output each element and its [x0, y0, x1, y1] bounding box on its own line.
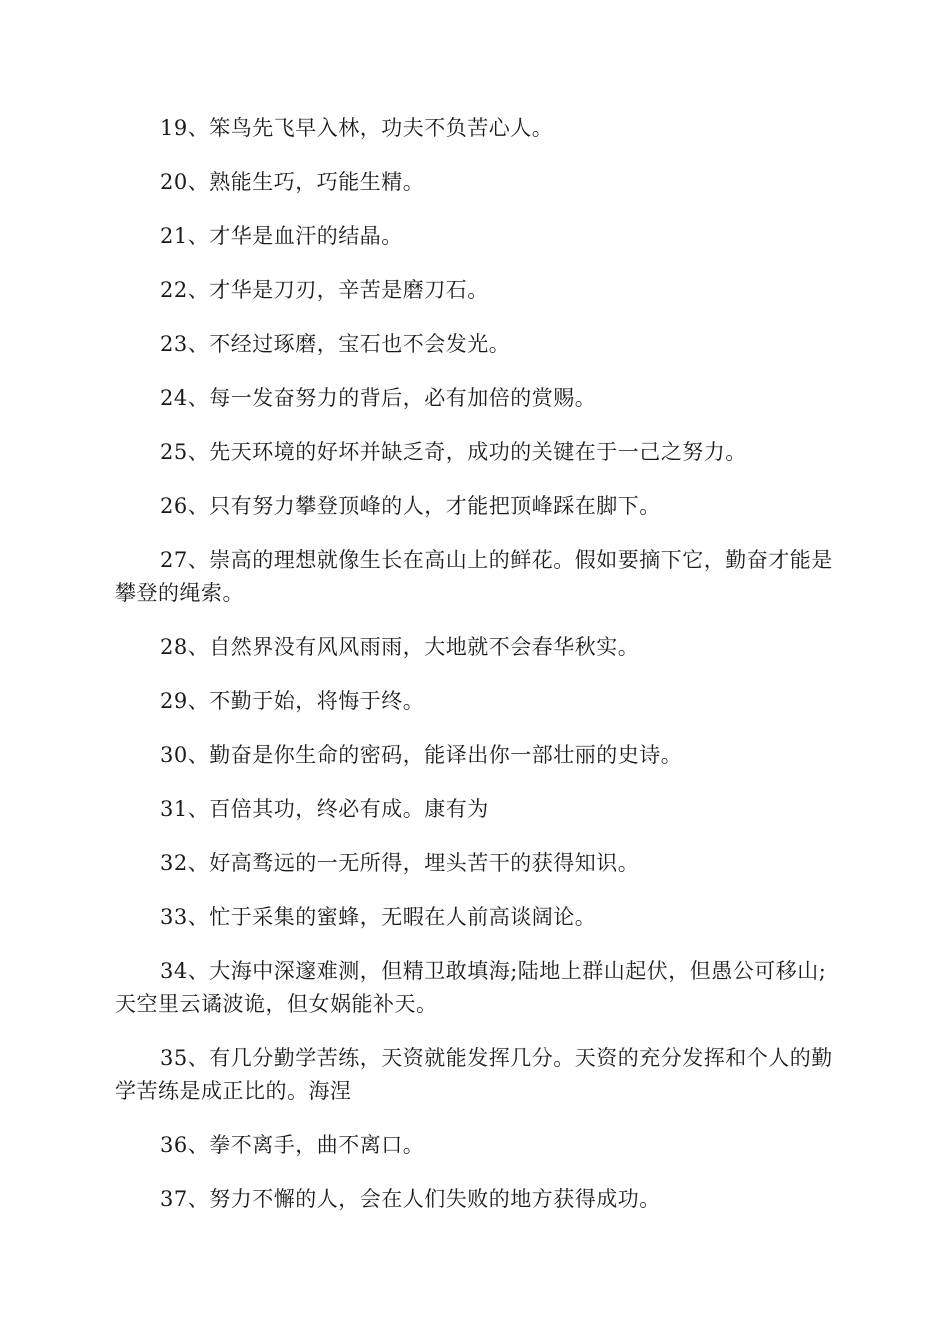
document-body — [115, 112, 835, 1237]
paragraph: 27、崇高的理想就像生长在高山上的鲜花。假如要摘下它，勤奋才能是攀登的绳索。 — [115, 548, 833, 605]
paragraph: 20、熟能生巧，巧能生精。 — [160, 170, 425, 194]
paragraph: 31、百倍其功，终必有成。康有为 — [160, 797, 489, 821]
paragraph: 28、自然界没有风风雨雨，大地就不会春华秋实。 — [160, 635, 640, 659]
paragraph: 21、才华是血汗的结晶。 — [160, 224, 403, 248]
paragraph: 25、先天环境的好坏并缺乏奇，成功的关键在于一己之努力。 — [160, 440, 747, 464]
paragraph: 34、大海中深邃难测，但精卫敢填海;陆地上群山起伏，但愚公可移山;天空里云谲波诡，但女娲能补天。 — [115, 959, 827, 1016]
paragraph: 33、忙于采集的蜜蜂，无暇在人前高谈阔论。 — [160, 905, 597, 929]
paragraph: 37、努力不懈的人，会在人们失败的地方获得成功。 — [160, 1187, 661, 1211]
paragraph: 35、有几分勤学苦练，天资就能发挥几分。天资的充分发挥和个人的勤学苦练是成正比的。海涅 — [115, 1046, 833, 1103]
paragraph: 19、笨鸟先飞早入林，功夫不负苦心人。 — [160, 116, 554, 140]
paragraph: 30、勤奋是你生命的密码，能译出你一部壮丽的史诗。 — [160, 743, 683, 767]
paragraph: 24、每一发奋努力的背后，必有加倍的赏赐。 — [160, 386, 597, 410]
paragraph: 36、拳不离手，曲不离口。 — [160, 1133, 425, 1157]
paragraph: 29、不勤于始，将悔于终。 — [160, 689, 425, 713]
paragraph: 23、不经过琢磨，宝石也不会发光。 — [160, 332, 511, 356]
paragraph: 22、才华是刀刃，辛苦是磨刀石。 — [160, 278, 489, 302]
paragraph: 32、好高骛远的一无所得，埋头苦干的获得知识。 — [160, 851, 640, 875]
paragraph: 26、只有努力攀登顶峰的人，才能把顶峰踩在脚下。 — [160, 494, 661, 518]
